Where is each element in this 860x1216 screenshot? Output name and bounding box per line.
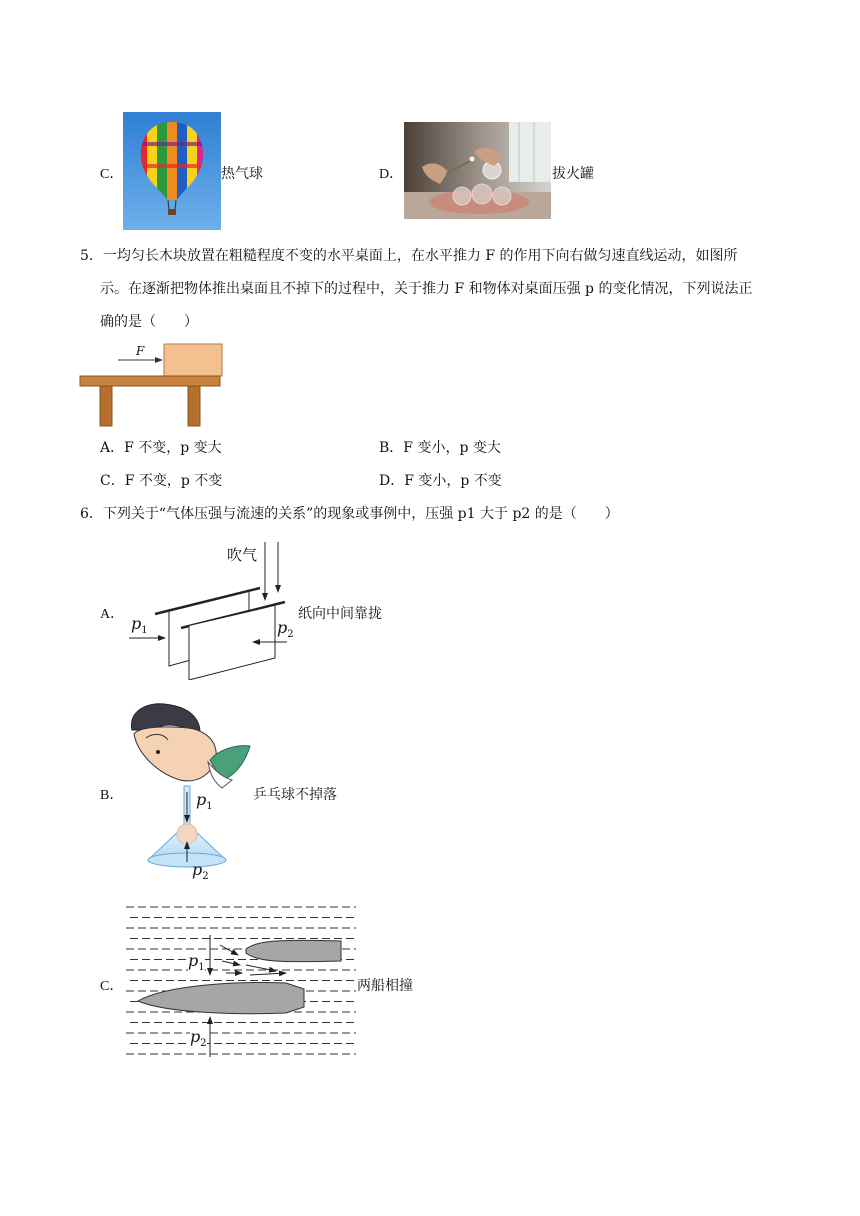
q5-force-label: F <box>136 344 145 358</box>
q5-table-top <box>80 376 220 386</box>
q5-option-c: C．F 不变，p 不变 <box>100 473 223 489</box>
q6-c-p1-label: p <box>188 951 199 970</box>
cupping-therapy-image <box>404 122 551 219</box>
q4-option-d-caption: 拔火罐 <box>552 166 594 182</box>
q4-option-c-letter: C． <box>100 167 124 182</box>
q6-c-p2-sub: 2 <box>200 1038 207 1050</box>
q4-option-c-caption: 热气球 <box>221 166 263 182</box>
q6-option-c-letter: C． <box>100 979 124 994</box>
q6-option-b-caption: 乒乓球不掉落 <box>253 787 337 803</box>
q4-option-d-letter: D． <box>379 167 404 182</box>
q5-option-d: D．F 变小，p 不变 <box>379 473 502 489</box>
q6-c-ships-figure <box>126 903 356 1059</box>
q6-b-p2-sub: 2 <box>202 871 209 883</box>
q6-option-c-caption: 两船相撞 <box>357 978 413 994</box>
q5-table-leg-left <box>100 386 112 426</box>
q5-stem-line-2: 示。在逐渐把物体推出桌面且不掉下的过程中，关于推力 F 和物体对桌面压强 p 的变化情况，下列说法正 <box>100 281 753 297</box>
q5-table-block-figure <box>78 340 224 428</box>
q6-a-p1-sub: 1 <box>141 625 148 637</box>
q6-b-p2-label: p <box>192 860 203 879</box>
q6-stem: 6．下列关于“气体压强与流速的关系”的现象或事例中，压强 p1 大于 p2 的是（ ） <box>80 506 619 522</box>
q5-option-b: B．F 变小，p 变大 <box>379 440 501 456</box>
q6-b-p1-label: p <box>196 790 207 809</box>
q6-c-p1-sub: 1 <box>198 962 205 974</box>
q6-a-p1-label: p <box>131 614 142 633</box>
q6-option-a-letter: A． <box>100 607 125 622</box>
q5-option-a: A．F 不变，p 变大 <box>100 440 222 456</box>
q5-wood-block <box>164 344 222 376</box>
q5-table-leg-right <box>188 386 200 426</box>
q6-option-a-caption: 纸向中间靠拢 <box>298 606 382 622</box>
q6-a-p2-label: p <box>277 618 288 637</box>
q5-stem-line-3: 确的是（ ） <box>100 314 198 330</box>
q5-stem-line-1: 5．一均匀长木块放置在粗糙程度不变的水平桌面上，在水平推力 F 的作用下向右做匀速直线运动，如图所 <box>80 248 738 264</box>
q6-b-p1-sub: 1 <box>206 801 213 813</box>
hot-air-balloon-image <box>123 112 221 230</box>
q6-option-b-letter: B． <box>100 788 124 803</box>
q6-a-paper-figure <box>125 540 295 680</box>
q6-a-blow-label: 吹气 <box>227 546 258 564</box>
q6-c-p2-label: p <box>190 1027 201 1046</box>
q6-b-ping-pong-figure <box>124 700 254 886</box>
q6-a-p2-sub: 2 <box>287 629 294 641</box>
